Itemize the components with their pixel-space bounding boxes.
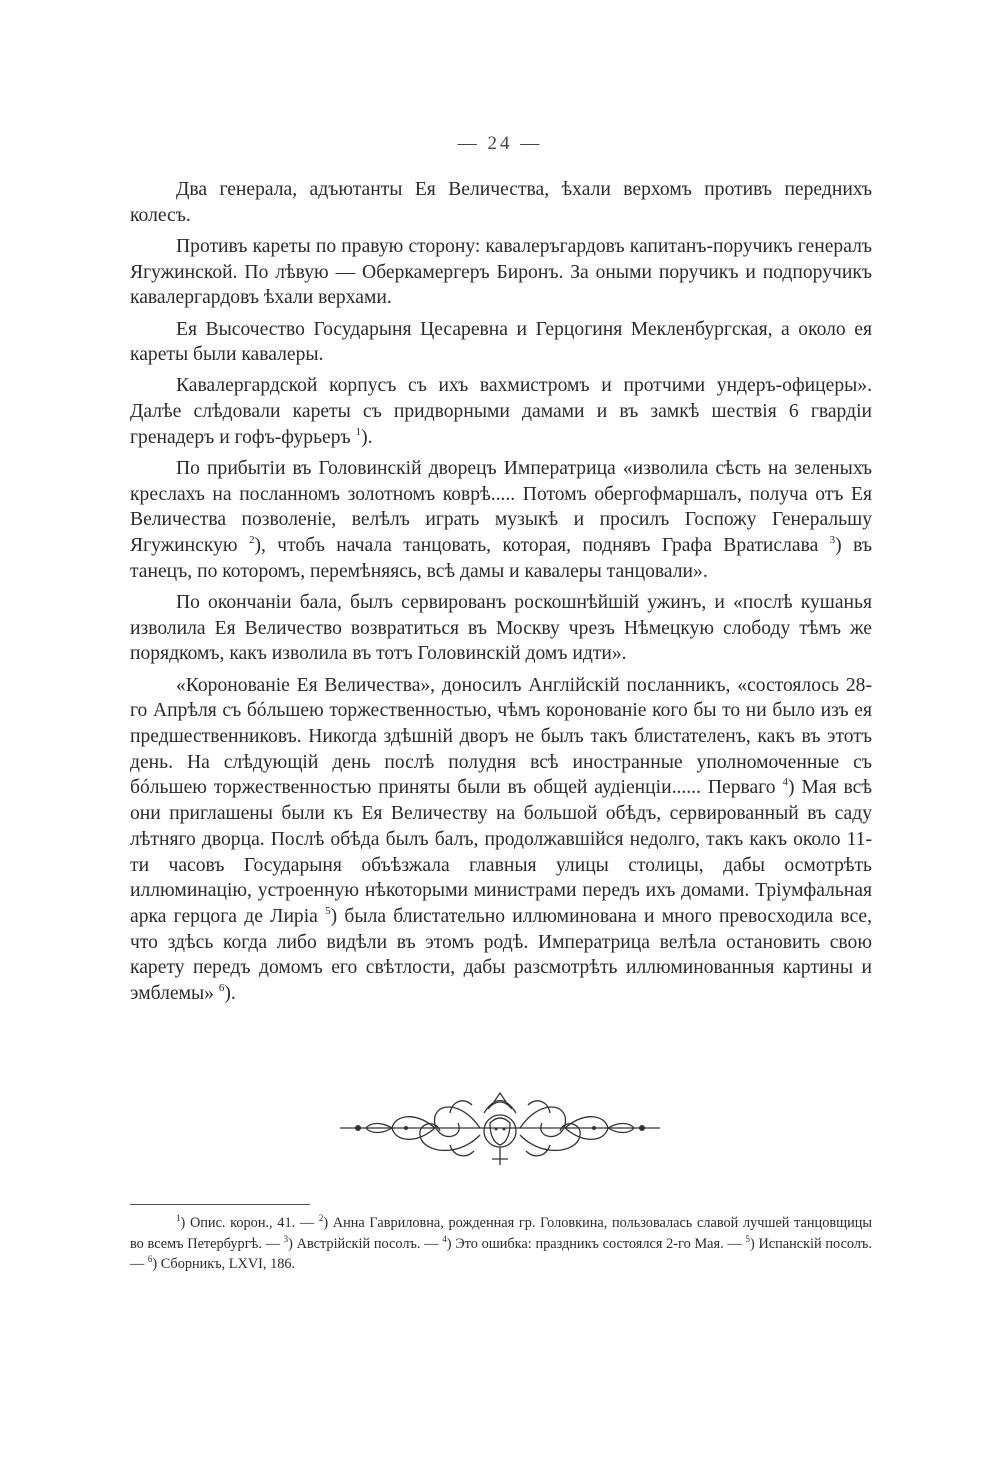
text-run: Ея Высочество Государыня Цесаревна и Герцогиня Мекленбургская, а около ея кареты были кавалеры. xyxy=(130,318,872,366)
footnote-ref: 3 xyxy=(283,1233,289,1244)
text-run: ) Опис. корон., 41. — xyxy=(180,1215,319,1231)
text-run: ) Мая всѣ они приглашены были къ Ея Величеству на большой обѣдъ, сервированный въ саду лѣтняго дворца. Послѣ обѣда былъ балъ, продолжавшійся недолго, такъ какъ около 11-ти часовъ Государыня объѣзжала главныя улицы столицы, дабы осмотрѣть иллюминацію, устроенную нѣкоторыми министрами передъ ихъ домами. Тріумфальная арка герцога де Лиріа xyxy=(130,777,872,927)
footnote-ref: 5 xyxy=(325,904,331,917)
text-run: Противъ кареты по правую сторону: кавалеръгардовъ капитанъ-поручикъ генералъ Ягужинской. По лѣвую — Оберкамергеръ Биронъ. За оными поручикъ и подпоручикъ кавалергардовъ ѣхали верхами. xyxy=(130,235,872,309)
page-number: — 24 — xyxy=(457,133,543,154)
footnotes xyxy=(130,1213,872,1275)
text-run: ) въ танецъ, по которомъ, перемѣняясь, всѣ дамы и кавалеры танцовали». xyxy=(130,535,872,582)
text-run: ) была блистательно иллюминована и много превосходила все, что здѣсь когда либо видѣли въ этомъ родѣ. Императрица велѣла остановить свою карету передъ домомъ его свѣтлости, дабы разсмотрѣть иллюминованныя картины и эмблемы» xyxy=(130,905,872,1005)
paragraph xyxy=(130,673,872,1007)
body-text xyxy=(130,177,872,1012)
paragraph xyxy=(130,317,872,368)
footnote-ref: 3 xyxy=(829,534,836,547)
paragraph xyxy=(130,234,872,311)
footnote-ref: 4 xyxy=(782,776,788,789)
text-run: ) Испанскій посолъ. — xyxy=(130,1235,872,1272)
ornamental-vignette-icon xyxy=(340,1083,660,1173)
paragraph xyxy=(130,590,872,667)
text-run: ) Анна Гавриловна, рожденная гр. Головкина, пользовалась славой лучшей танцовщицы во всемъ Петербургѣ. — xyxy=(130,1215,873,1252)
text-run: ). xyxy=(224,983,236,1005)
text-run: По окончаніи бала, былъ сервированъ роскошнѣйшій ужинъ, и «послѣ кушанья изволила Ея Величество возвратиться въ Москву чрезъ Нѣмецкую слободу тѣмъ же порядкомъ, какъ изволила въ тотъ Головинскій домъ идти». xyxy=(130,592,872,665)
footnote-ref: 6 xyxy=(218,982,225,995)
text-run: ) Сборникъ, LXVI, 186. xyxy=(152,1256,296,1272)
paragraph xyxy=(130,456,872,585)
footnote-ref: 1 xyxy=(176,1213,181,1223)
text-run: ) Австрійскій посолъ. — xyxy=(288,1235,443,1252)
footnote-separator xyxy=(130,1204,310,1205)
footnote-ref: 4 xyxy=(442,1233,447,1244)
text-run: «Коронованіе Ея Величества», доносилъ Англійскій посланникъ, «состоялось 28-го Апрѣля съ бóльшею торжественностью, чѣмъ коронованіе кого бы то ни было изъ ея предшественниковъ. Никогда здѣшній дворъ не былъ такъ блистателенъ, какъ въ этотъ день. На слѣдующій день послѣ полудня всѣ иностранные уполномоченные съ бóльшею торжественностью приняты были въ общей аудіенціи...... Перваго xyxy=(130,674,872,799)
footnote-ref: 6 xyxy=(147,1254,153,1264)
paragraph xyxy=(130,373,872,450)
text-run: Два генерала, адъютанты Ея Величества, ѣхали верхомъ противъ переднихъ колесъ. xyxy=(130,179,872,226)
text-run: Кавалергардской корпусъ съ ихъ вахмистромъ и протчими ундеръ-офицеры». Далѣе слѣдовали кареты съ придворными дамами и въ замкѣ шествія 6 гвардіи гренадеръ и гофъ-фурьеръ xyxy=(130,375,872,448)
footnote-ref: 2 xyxy=(248,534,255,547)
text-run: ) Это ошибка: праздникъ состоялся 2-го Мая. — xyxy=(446,1235,746,1252)
text-run: ). xyxy=(361,426,373,448)
footnote-ref: 5 xyxy=(745,1233,750,1244)
text-run: По прибытіи въ Головинскій дворецъ Императрица «изволила сѣсть на зеленыхъ креслахъ на посланномъ золотномъ коврѣ..... Потомъ обергофмаршалъ, получа отъ Ея Величества позволеніе, велѣлъ играть музыкѣ и просилъ Госпожу Генеральшу Ягужинскую xyxy=(130,458,872,557)
paragraph xyxy=(130,177,872,228)
footnote-ref: 2 xyxy=(318,1213,324,1223)
text-run: ), чтобъ начала танцовать, которая, поднявъ Графа Вратислава xyxy=(254,535,830,557)
footnote-ref: 1 xyxy=(355,425,362,438)
